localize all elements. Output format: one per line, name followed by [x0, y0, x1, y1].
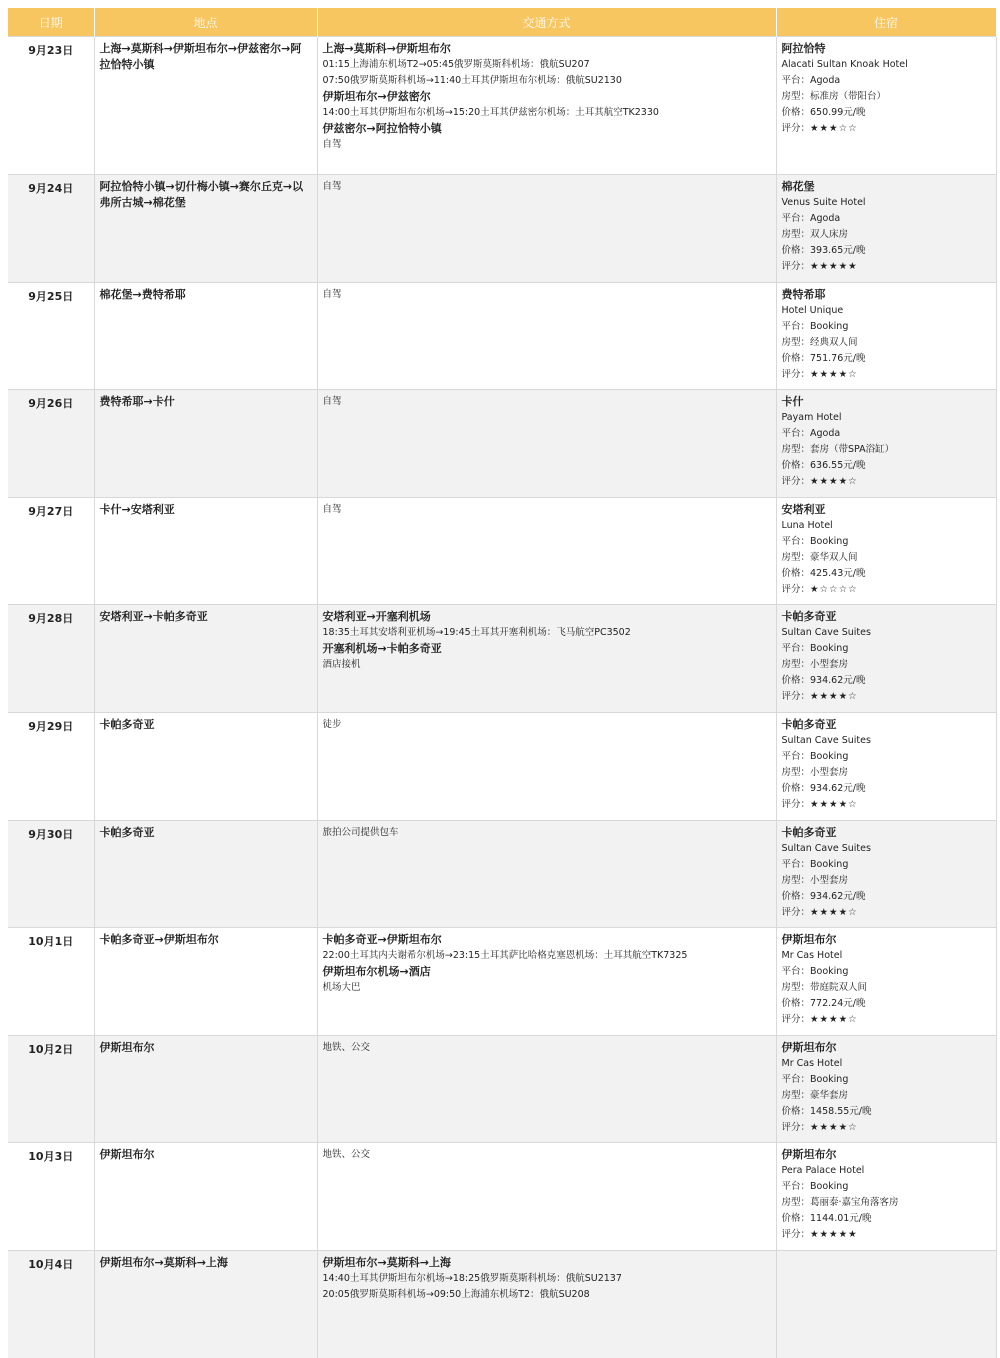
transport-cell [317, 390, 776, 498]
hotel-platform-label: 平台： [782, 428, 811, 439]
hotel-cell [776, 37, 996, 175]
hotel-price-label: 价格： [782, 1213, 811, 1224]
hotel-platform-line [782, 1072, 991, 1088]
hotel-platform: Booking [810, 643, 848, 654]
hotel-platform: Agoda [810, 428, 840, 439]
hotel-name: Mr Cas Hotel [782, 1056, 991, 1072]
hotel-room-type-label: 房型： [782, 91, 811, 102]
transport-segment-detail: 18:35土耳其安塔利亚机场→19:45土耳其开塞利机场：飞马航空PC3502 [323, 625, 771, 641]
hotel-rating: ★★★★★ [810, 1229, 858, 1240]
hotel-cell [776, 712, 996, 820]
hotel-price: 751.76元/晚 [810, 353, 865, 364]
transport-segment-title: 伊兹密尔→阿拉恰特小镇 [323, 121, 771, 137]
route-cell: 卡什→安塔利亚 [94, 497, 317, 605]
hotel-name: Pera Palace Hotel [782, 1163, 991, 1179]
hotel-room-type-label: 房型： [782, 982, 811, 993]
hotel-platform-line [782, 749, 991, 765]
itinerary-row [8, 37, 996, 175]
hotel-platform: Booking [810, 321, 848, 332]
hotel-rating-label: 评分： [782, 907, 811, 918]
hotel-room-type: 经典双人间 [810, 337, 858, 348]
transport-segment-detail: 徒步 [323, 717, 771, 733]
hotel-room-type: 豪华套房 [810, 1090, 848, 1101]
transport-cell [317, 820, 776, 928]
hotel-platform: Booking [810, 1181, 848, 1192]
transport-segment-detail: 地铁、公交 [323, 1147, 771, 1163]
hotel-platform-label: 平台： [782, 1181, 811, 1192]
transport-segment-title: 上海→莫斯科→伊斯坦布尔 [323, 41, 771, 57]
hotel-room-type-line [782, 873, 991, 889]
itinerary-row [8, 497, 996, 605]
hotel-cell [776, 1250, 996, 1358]
hotel-rating: ★★★★☆ [810, 476, 858, 487]
hotel-price: 636.55元/晚 [810, 460, 865, 471]
hotel-rating: ★★★★☆ [810, 1014, 858, 1025]
hotel-price: 1144.01元/晚 [810, 1213, 872, 1224]
hotel-rating-label: 评分： [782, 261, 811, 272]
transport-segment-title: 安塔利亚→开塞利机场 [323, 609, 771, 625]
route-cell: 费特希耶→卡什 [94, 390, 317, 498]
hotel-rating-line [782, 1227, 991, 1243]
date-cell: 9月27日 [8, 497, 94, 605]
hotel-price-line [782, 1104, 991, 1120]
transport-segment-detail: 自驾 [323, 179, 771, 195]
hotel-cell [776, 1035, 996, 1143]
hotel-price-label: 价格： [782, 891, 811, 902]
itinerary-row [8, 605, 996, 713]
hotel-price-line [782, 673, 991, 689]
route-cell: 伊斯坦布尔 [94, 1143, 317, 1251]
hotel-platform: Booking [810, 536, 848, 547]
date-cell: 10月4日 [8, 1250, 94, 1358]
hotel-rating-label: 评分： [782, 369, 811, 380]
hotel-rating-line [782, 689, 991, 705]
hotel-price: 934.62元/晚 [810, 675, 865, 686]
hotel-room-type-line [782, 335, 991, 351]
hotel-price: 1458.55元/晚 [810, 1106, 872, 1117]
hotel-name: Sultan Cave Suites [782, 733, 991, 749]
hotel-platform-line [782, 319, 991, 335]
hotel-cell [776, 497, 996, 605]
hotel-room-type-line [782, 442, 991, 458]
hotel-rating: ★★★★★ [810, 261, 858, 272]
hotel-platform: Booking [810, 1074, 848, 1085]
hotel-platform-label: 平台： [782, 213, 811, 224]
hotel-price-line [782, 351, 991, 367]
itinerary-table [8, 8, 997, 1358]
hotel-room-type-label: 房型： [782, 337, 811, 348]
hotel-cell [776, 390, 996, 498]
date-cell: 9月25日 [8, 282, 94, 390]
hotel-cell [776, 1143, 996, 1251]
hotel-city: 阿拉恰特 [782, 41, 991, 57]
transport-cell [317, 175, 776, 283]
hotel-price-line [782, 105, 991, 121]
hotel-city: 伊斯坦布尔 [782, 932, 991, 948]
hotel-room-type-label: 房型： [782, 229, 811, 240]
hotel-city: 安塔利亚 [782, 502, 991, 518]
route-cell: 卡帕多奇亚 [94, 820, 317, 928]
hotel-price: 425.43元/晚 [810, 568, 865, 579]
header-place: 地点 [94, 8, 317, 37]
hotel-room-type: 葛丽泰·嘉宝角落客房 [810, 1197, 899, 1208]
hotel-platform-label: 平台： [782, 751, 811, 762]
date-cell: 10月2日 [8, 1035, 94, 1143]
hotel-price-label: 价格： [782, 107, 811, 118]
itinerary-row [8, 712, 996, 820]
hotel-rating: ★☆☆☆☆ [810, 584, 858, 595]
hotel-name: Venus Suite Hotel [782, 195, 991, 211]
transport-segment-title: 开塞利机场→卡帕多奇亚 [323, 641, 771, 657]
hotel-price-label: 价格： [782, 460, 811, 471]
hotel-price-line [782, 243, 991, 259]
transport-segment-detail: 20:05俄罗斯莫斯科机场→09:50上海浦东机场T2：俄航SU208 [323, 1287, 771, 1303]
hotel-platform: Booking [810, 751, 848, 762]
route-cell: 阿拉恰特小镇→切什梅小镇→赛尔丘克→以弗所古城→棉花堡 [94, 175, 317, 283]
header-row [8, 8, 996, 37]
hotel-room-type-line [782, 1088, 991, 1104]
hotel-name: Luna Hotel [782, 518, 991, 534]
itinerary-table-wrapper [8, 8, 996, 1358]
hotel-rating-line [782, 797, 991, 813]
transport-segment-detail: 自驾 [323, 394, 771, 410]
date-cell: 9月23日 [8, 37, 94, 175]
hotel-price-label: 价格： [782, 998, 811, 1009]
hotel-name: Sultan Cave Suites [782, 625, 991, 641]
hotel-city: 伊斯坦布尔 [782, 1147, 991, 1163]
itinerary-row [8, 1250, 996, 1358]
hotel-room-type: 小型套房 [810, 767, 848, 778]
hotel-platform-line [782, 534, 991, 550]
header-hotel: 住宿 [776, 8, 996, 37]
hotel-platform-label: 平台： [782, 966, 811, 977]
hotel-price-line [782, 996, 991, 1012]
transport-cell [317, 282, 776, 390]
hotel-price-line [782, 566, 991, 582]
hotel-platform: Booking [810, 859, 848, 870]
route-cell: 卡帕多奇亚 [94, 712, 317, 820]
hotel-price-label: 价格： [782, 783, 811, 794]
hotel-platform-line [782, 641, 991, 657]
date-cell: 9月30日 [8, 820, 94, 928]
transport-segment-title: 卡帕多奇亚→伊斯坦布尔 [323, 932, 771, 948]
hotel-rating: ★★★☆☆ [810, 123, 858, 134]
hotel-name: Sultan Cave Suites [782, 841, 991, 857]
hotel-room-type: 双人床房 [810, 229, 848, 240]
hotel-rating-label: 评分： [782, 123, 811, 134]
transport-segment-detail: 07:50俄罗斯莫斯科机场→11:40土耳其伊斯坦布尔机场：俄航SU2130 [323, 73, 771, 89]
hotel-platform-line [782, 426, 991, 442]
transport-cell [317, 712, 776, 820]
hotel-room-type-line [782, 657, 991, 673]
hotel-room-type: 小型套房 [810, 875, 848, 886]
transport-segment-title: 伊斯坦布尔→莫斯科→上海 [323, 1255, 771, 1271]
hotel-name: Hotel Unique [782, 303, 991, 319]
hotel-room-type-label: 房型： [782, 552, 811, 563]
hotel-rating-label: 评分： [782, 691, 811, 702]
itinerary-row [8, 928, 996, 1036]
hotel-platform-label: 平台： [782, 75, 811, 86]
hotel-rating: ★★★★☆ [810, 907, 858, 918]
route-cell: 伊斯坦布尔→莫斯科→上海 [94, 1250, 317, 1358]
hotel-price: 650.99元/晚 [810, 107, 865, 118]
route-cell: 安塔利亚→卡帕多奇亚 [94, 605, 317, 713]
date-cell: 9月28日 [8, 605, 94, 713]
hotel-rating-label: 评分： [782, 1229, 811, 1240]
hotel-platform-line [782, 73, 991, 89]
hotel-price-label: 价格： [782, 675, 811, 686]
itinerary-row [8, 390, 996, 498]
hotel-room-type: 豪华双人间 [810, 552, 858, 563]
transport-segment-detail: 机场大巴 [323, 980, 771, 996]
hotel-platform: Agoda [810, 75, 840, 86]
hotel-room-type-label: 房型： [782, 444, 811, 455]
route-cell: 上海→莫斯科→伊斯坦布尔→伊兹密尔→阿拉恰特小镇 [94, 37, 317, 175]
hotel-rating: ★★★★☆ [810, 369, 858, 380]
hotel-rating-line [782, 1012, 991, 1028]
transport-segment-detail: 旅拍公司提供包车 [323, 825, 771, 841]
hotel-room-type: 带庭院双人间 [810, 982, 867, 993]
hotel-rating-label: 评分： [782, 584, 811, 595]
hotel-room-type-label: 房型： [782, 875, 811, 886]
hotel-city: 卡帕多奇亚 [782, 609, 991, 625]
hotel-price-line [782, 781, 991, 797]
hotel-rating: ★★★★☆ [810, 1122, 858, 1133]
itinerary-row [8, 175, 996, 283]
hotel-price-label: 价格： [782, 1106, 811, 1117]
itinerary-row [8, 1143, 996, 1251]
hotel-platform-label: 平台： [782, 859, 811, 870]
date-cell: 9月26日 [8, 390, 94, 498]
transport-segment-detail: 自驾 [323, 287, 771, 303]
transport-cell [317, 605, 776, 713]
hotel-price-line [782, 1211, 991, 1227]
hotel-room-type: 小型套房 [810, 659, 848, 670]
hotel-cell [776, 282, 996, 390]
itinerary-row [8, 820, 996, 928]
hotel-room-type-line [782, 1195, 991, 1211]
hotel-cell [776, 605, 996, 713]
itinerary-row [8, 282, 996, 390]
hotel-room-type-label: 房型： [782, 767, 811, 778]
hotel-rating-label: 评分： [782, 1014, 811, 1025]
hotel-room-type: 标准房（带阳台） [810, 91, 886, 102]
hotel-room-type-line [782, 980, 991, 996]
hotel-room-type-label: 房型： [782, 659, 811, 670]
hotel-rating-line [782, 474, 991, 490]
hotel-rating-line [782, 259, 991, 275]
hotel-cell [776, 820, 996, 928]
hotel-rating-line [782, 905, 991, 921]
hotel-platform: Booking [810, 966, 848, 977]
hotel-city: 卡什 [782, 394, 991, 410]
hotel-price-line [782, 458, 991, 474]
transport-cell [317, 928, 776, 1036]
hotel-platform-label: 平台： [782, 1074, 811, 1085]
hotel-name: Payam Hotel [782, 410, 991, 426]
transport-segment-detail: 14:40土耳其伊斯坦布尔机场→18:25俄罗斯莫斯科机场：俄航SU2137 [323, 1271, 771, 1287]
hotel-name: Mr Cas Hotel [782, 948, 991, 964]
hotel-city: 伊斯坦布尔 [782, 1040, 991, 1056]
hotel-city: 卡帕多奇亚 [782, 825, 991, 841]
hotel-platform-label: 平台： [782, 321, 811, 332]
hotel-price-label: 价格： [782, 568, 811, 579]
date-cell: 10月1日 [8, 928, 94, 1036]
hotel-rating-label: 评分： [782, 1122, 811, 1133]
hotel-room-type-line [782, 89, 991, 105]
route-cell: 卡帕多奇亚→伊斯坦布尔 [94, 928, 317, 1036]
hotel-room-type-label: 房型： [782, 1197, 811, 1208]
transport-segment-detail: 01:15上海浦东机场T2→05:45俄罗斯莫斯科机场：俄航SU207 [323, 57, 771, 73]
hotel-city: 棉花堡 [782, 179, 991, 195]
hotel-price: 393.65元/晚 [810, 245, 865, 256]
hotel-room-type-line [782, 550, 991, 566]
hotel-rating-line [782, 1120, 991, 1136]
hotel-cell [776, 928, 996, 1036]
hotel-price-line [782, 889, 991, 905]
hotel-room-type-line [782, 227, 991, 243]
transport-cell [317, 497, 776, 605]
itinerary-row [8, 1035, 996, 1143]
transport-segment-detail: 自驾 [323, 502, 771, 518]
route-cell: 伊斯坦布尔 [94, 1035, 317, 1143]
hotel-rating-line [782, 582, 991, 598]
transport-cell [317, 1250, 776, 1358]
hotel-city: 费特希耶 [782, 287, 991, 303]
hotel-rating-label: 评分： [782, 476, 811, 487]
hotel-rating-label: 评分： [782, 799, 811, 810]
hotel-platform-line [782, 964, 991, 980]
hotel-platform-line [782, 857, 991, 873]
hotel-room-type-label: 房型： [782, 1090, 811, 1101]
route-cell: 棉花堡→费特希耶 [94, 282, 317, 390]
hotel-platform-line [782, 1179, 991, 1195]
transport-segment-detail: 自驾 [323, 137, 771, 153]
transport-segment-detail: 14:00土耳其伊斯坦布尔机场→15:20土耳其伊兹密尔机场：土耳其航空TK2330 [323, 105, 771, 121]
hotel-platform: Agoda [810, 213, 840, 224]
hotel-platform-label: 平台： [782, 536, 811, 547]
hotel-platform-label: 平台： [782, 643, 811, 654]
date-cell: 9月24日 [8, 175, 94, 283]
hotel-rating: ★★★★☆ [810, 691, 858, 702]
hotel-cell [776, 175, 996, 283]
hotel-price: 772.24元/晚 [810, 998, 865, 1009]
transport-segment-title: 伊斯坦布尔机场→酒店 [323, 964, 771, 980]
transport-segment-detail: 22:00土耳其内夫谢希尔机场→23:15土耳其萨比哈格克塞恩机场：土耳其航空TK7325 [323, 948, 771, 964]
date-cell: 9月29日 [8, 712, 94, 820]
header-transport: 交通方式 [317, 8, 776, 37]
hotel-platform-line [782, 211, 991, 227]
transport-cell [317, 1035, 776, 1143]
transport-cell [317, 1143, 776, 1251]
hotel-price: 934.62元/晚 [810, 783, 865, 794]
hotel-city: 卡帕多奇亚 [782, 717, 991, 733]
header-date: 日期 [8, 8, 94, 37]
hotel-rating-line [782, 367, 991, 383]
transport-segment-title: 伊斯坦布尔→伊兹密尔 [323, 89, 771, 105]
hotel-name: Alacati Sultan Knoak Hotel [782, 57, 991, 73]
hotel-price-label: 价格： [782, 245, 811, 256]
transport-segment-detail: 地铁、公交 [323, 1040, 771, 1056]
hotel-rating-line [782, 121, 991, 137]
hotel-price-label: 价格： [782, 353, 811, 364]
hotel-price: 934.62元/晚 [810, 891, 865, 902]
hotel-room-type: 套房（带SPA浴缸） [810, 444, 894, 455]
transport-cell [317, 37, 776, 175]
transport-segment-detail: 酒店接机 [323, 657, 771, 673]
hotel-rating: ★★★★☆ [810, 799, 858, 810]
date-cell: 10月3日 [8, 1143, 94, 1251]
hotel-room-type-line [782, 765, 991, 781]
itinerary-body [8, 37, 996, 1358]
